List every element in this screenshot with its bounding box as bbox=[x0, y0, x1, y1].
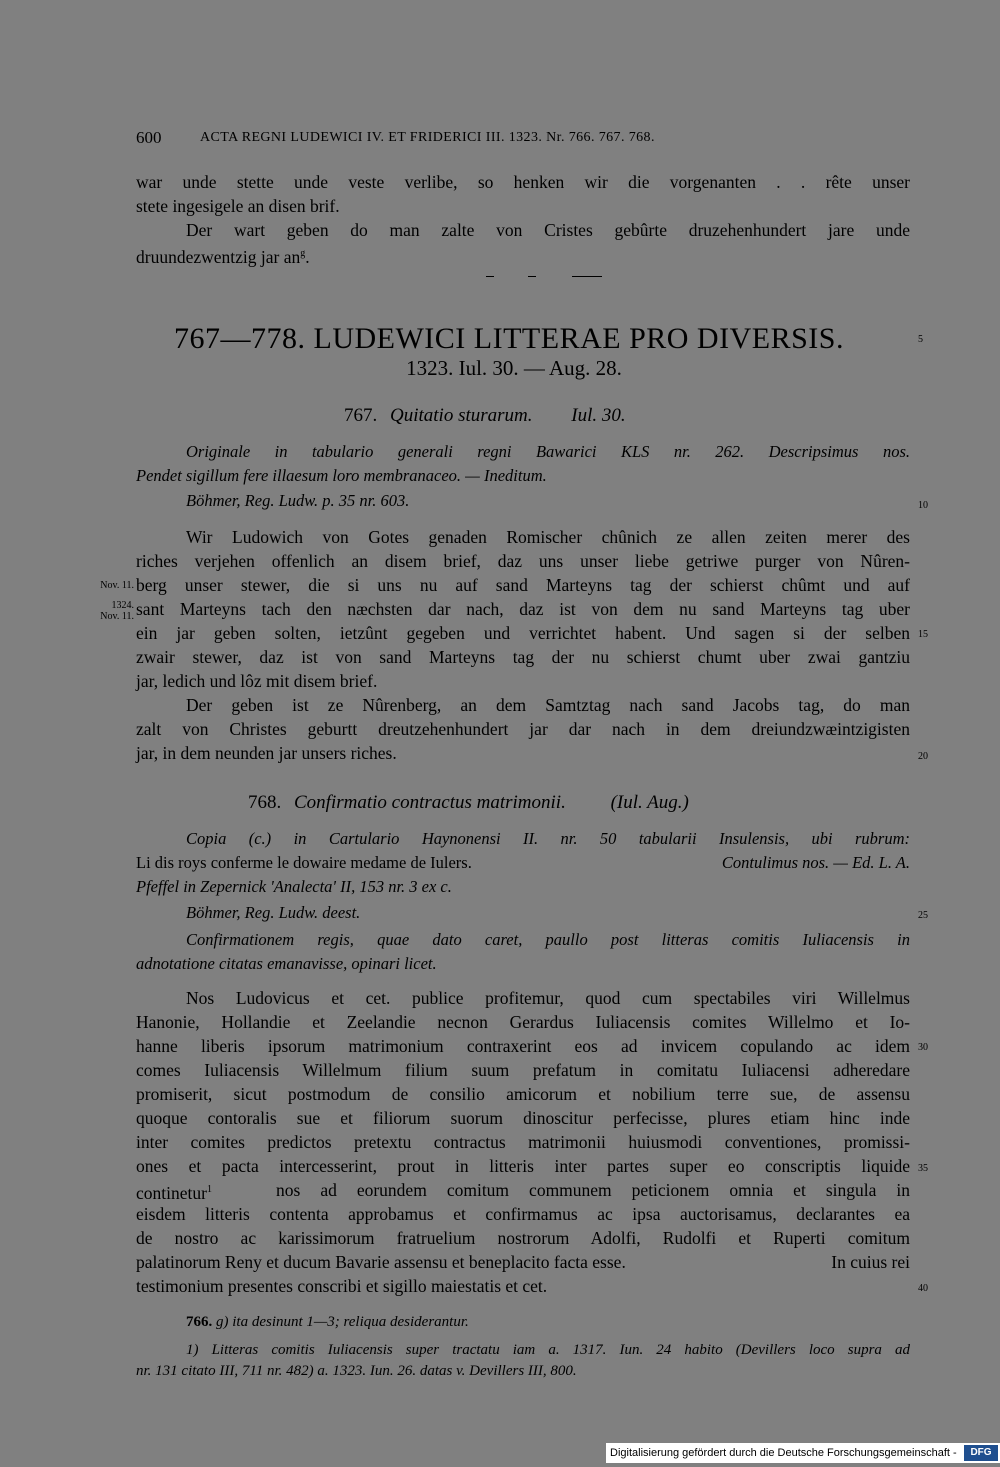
footnote-marker-1: 1 bbox=[206, 1184, 212, 1195]
doc767-source-line-1: Originale in tabulario generali regni Bawarici KLS nr. 262. Descripsimus nos. bbox=[186, 442, 910, 461]
intro-line-4-text: druundezwentzig jar an bbox=[136, 246, 301, 267]
doc768-source-line-1: Copia (c.) in Cartulario Haynonensi II. nr. 50 tabularii Insulensis, ubi rubrum: bbox=[186, 829, 910, 848]
doc767-boehmer: Böhmer, Reg. Ludw. p. 35 nr. 603. bbox=[186, 491, 410, 510]
doc767-text-line-4: sant Marteyns tach den næchsten dar nach, daz ist von dem nu sand Marteyns tag uber bbox=[136, 599, 910, 619]
doc767-text-line-3: berg unser stewer, die si uns nu auf sand Marteyns tag der schierst chûmt und auf bbox=[136, 575, 910, 595]
line-number: 30 bbox=[918, 1042, 928, 1053]
digitization-footer bbox=[606, 1443, 1000, 1463]
section-title: 767—778. LUDEWICI LITTERAE PRO DIVERSIS. bbox=[174, 322, 844, 355]
doc768-boehmer: Böhmer, Reg. Ludw. deest. bbox=[186, 903, 361, 922]
intro-line-1: war unde stette unde veste verlibe, so henken wir die vorgenanten . . rête unser bbox=[136, 172, 910, 192]
doc768-rubric: Li dis roys conferme le dowaire medame de Iulers. bbox=[136, 853, 472, 872]
separator-dash bbox=[528, 276, 536, 277]
intro-end-dot: . bbox=[305, 246, 310, 267]
doc768-text-line-1: Nos Ludovicus et cet. publice profitemur, quod cum spectabiles viri Willelmus bbox=[186, 988, 910, 1008]
doc767-number: 767. bbox=[344, 405, 378, 426]
doc767-text-line-8: Der geben ist ze Nûrenberg, an dem Samtztag nach sand Jacobs tag, do man bbox=[186, 695, 910, 715]
line-number: 40 bbox=[918, 1283, 928, 1294]
footnote-1-line-2: nr. 131 citato III, 711 nr. 482) a. 1323. Iun. 26. datas v. Devillers III, 800. bbox=[136, 1363, 577, 1379]
doc768-source-line-2 bbox=[136, 852, 910, 874]
doc767-source-line-2: Pendet sigillum fere illaesum loro membranaceo. — Ineditum. bbox=[136, 466, 547, 485]
margin-note: Nov. 11. bbox=[100, 611, 134, 622]
footnote-766-text: g) ita desinunt 1—3; reliqua desiderantur. bbox=[216, 1314, 469, 1330]
doc767-text-line-9: zalt von Christes geburtt dreutzehenhundert jar dar nach in dem dreiundzwæintzigisten bbox=[136, 719, 910, 739]
doc768-text-line-10: eisdem litteris contenta approbamus et confirmamus ac ipsa auctorisamus, declarantes ea bbox=[136, 1204, 910, 1224]
dfg-logo: DFG bbox=[964, 1445, 998, 1461]
doc768-text-line-8: ones et pacta intercesserint, prout in litteris inter partes super eo conscriptis liquide bbox=[136, 1156, 910, 1176]
section-date: 1323. Iul. 30. — Aug. 28. bbox=[406, 356, 622, 380]
line-number: 35 bbox=[918, 1163, 928, 1174]
doc768-text-line-5: promiserit, sicut postmodum de consilio amicorum et nobilium terre sue, de assensu bbox=[136, 1084, 910, 1104]
footnote-766 bbox=[136, 1311, 910, 1333]
doc768-text-line-12b: In cuius rei bbox=[831, 1252, 910, 1272]
doc768-text-line-6: quoque contoralis sue et filiorum suorum dinoscitur perfecisse, plures etiam hinc inde bbox=[136, 1108, 910, 1128]
margin-note: Nov. 11. bbox=[100, 580, 134, 591]
line-number: 5 bbox=[918, 334, 923, 345]
doc768-text-line-7: inter comites predictos pretextu contractus matrimonii huiusmodi conventiones, promissi- bbox=[136, 1132, 910, 1152]
line-number: 20 bbox=[918, 751, 928, 762]
doc768-text-line-3: hanne liberis ipsorum matrimonium contraxerint eos ad invicem copulando ac idem bbox=[136, 1036, 910, 1056]
intro-line-3: Der wart geben do man zalte von Cristes gebûrte druzehenhundert jare unde bbox=[186, 220, 910, 240]
doc767-date: Iul. 30. bbox=[571, 405, 626, 426]
doc768-text-line-12 bbox=[136, 1251, 910, 1273]
doc767-text-line-6: zwair stewer, daz ist von sand Marteyns tag der nu schierst chumt uber zwai gantziu bbox=[136, 647, 910, 667]
line-number: 15 bbox=[918, 629, 928, 640]
doc768-text-line-13: testimonium presentes conscribi et sigillo maiestatis et cet. bbox=[136, 1276, 548, 1296]
doc768-text-line-9b: nos ad eorundem comitum communem peticionem omnia et singula in bbox=[276, 1180, 910, 1200]
doc768-date: (Iul. Aug.) bbox=[610, 792, 689, 813]
doc768-comment-line-1: Confirmationem regis, quae dato caret, paullo post litteras comitis Iuliacensis in bbox=[186, 930, 910, 949]
running-header-title: ACTA REGNI LUDEWICI IV. ET FRIDERICI III. 1323. Nr. 766. 767. 768. bbox=[200, 130, 655, 145]
doc768-text-continetur: continetur bbox=[136, 1182, 207, 1203]
separator-dash bbox=[572, 276, 602, 277]
doc767-text-line-5: ein jar geben solten, ietzûnt gegeben und verrichtet habent. Und sagen si der selben bbox=[136, 623, 910, 643]
doc767-title: Quitatio sturarum. bbox=[390, 405, 533, 426]
separator-dash bbox=[486, 276, 494, 277]
doc768-number: 768. bbox=[248, 792, 282, 813]
footnote-766-label: 766. bbox=[186, 1314, 213, 1330]
footer-text: Digitalisierung gefördert durch die Deutsche Forschungsgemeinschaft - bbox=[610, 1447, 957, 1459]
doc768-text-line-11: de nostro ac karissimorum fratruelium nostrorum Adolfi, Rudolfi et Ruperti comitum bbox=[136, 1228, 910, 1248]
doc768-heading bbox=[248, 792, 689, 814]
footnote-1-line-1: 1) Litteras comitis Iuliacensis super tractatu iam a. 1317. Iun. 24 habito (Devillers loco supra ad bbox=[186, 1342, 910, 1358]
doc767-text-line-10: jar, in dem neunden jar unsers riches. bbox=[136, 743, 397, 763]
line-number: 10 bbox=[918, 500, 928, 511]
doc768-edition: Contulimus nos. — Ed. L. A. bbox=[721, 853, 910, 872]
doc767-text-line-1: Wir Ludowich von Gotes genaden Romischer chûnich ze allen zeiten merer des bbox=[186, 527, 910, 547]
line-number: 25 bbox=[918, 910, 928, 921]
doc768-comment-line-2: adnotatione citatas emanavisse, opinari licet. bbox=[136, 954, 437, 973]
doc768-text-line-2: Hanonie, Hollandie et Zeelandie necnon Gerardus Iuliacensis comites Willelmo et Io- bbox=[136, 1012, 910, 1032]
intro-line-2: stete ingesigele an disen brif. bbox=[136, 196, 340, 216]
intro-line-4 bbox=[136, 243, 910, 268]
margin-note: 1324. bbox=[111, 600, 134, 611]
doc768-text-line-9 bbox=[136, 1179, 910, 1204]
doc768-source-line-3: Pfeffel in Zepernick 'Analecta' II, 153 nr. 3 ex c. bbox=[136, 877, 452, 896]
doc767-text-line-2: riches verjehen offenlich an disem brief, daz uns unser liebe getriwe purger von Nûren- bbox=[136, 551, 910, 571]
doc767-heading bbox=[344, 405, 626, 427]
doc767-text-line-7: jar, ledich und lôz mit disem brief. bbox=[136, 671, 378, 691]
doc768-text-line-12a: palatinorum Reny et ducum Bavarie assensu et beneplacito facta esse. bbox=[136, 1252, 626, 1272]
doc768-title: Confirmatio contractus matrimonii. bbox=[294, 792, 566, 813]
doc768-text-line-4: comes Iuliacensis Willelmum filium suum prefatum in comitatu Iuliacensi adheredare bbox=[136, 1060, 910, 1080]
footnote-marker-g: g bbox=[300, 248, 306, 259]
page-number: 600 bbox=[136, 128, 162, 147]
